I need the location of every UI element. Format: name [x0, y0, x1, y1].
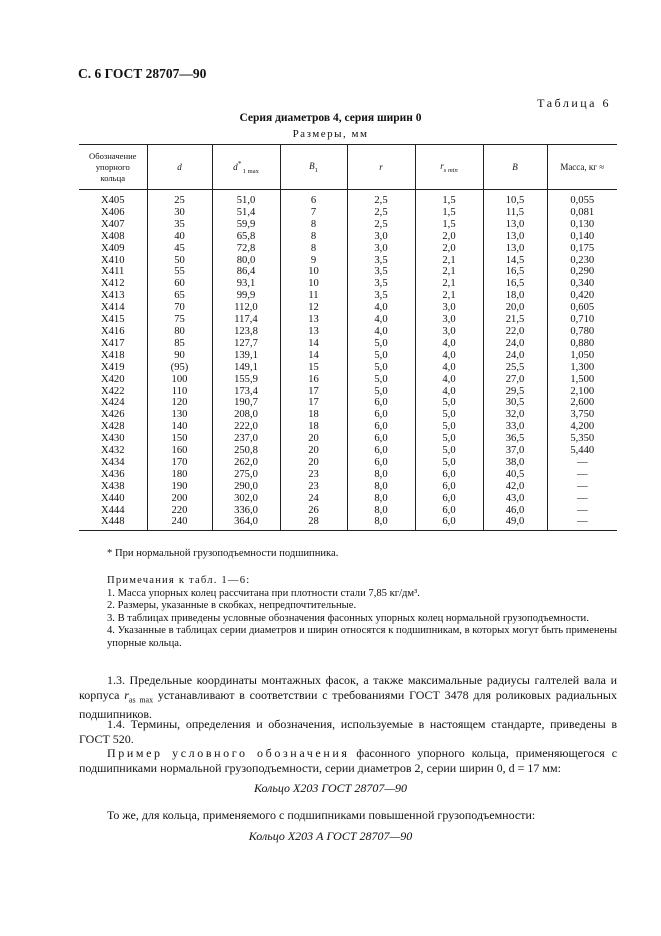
table-cell: 30,5 — [483, 397, 547, 409]
table-row — [79, 278, 617, 290]
table-cell: 51,0 — [212, 190, 280, 207]
table-cell: — — [547, 493, 617, 505]
table-cell: X418 — [100, 349, 125, 361]
same-for-text: То же, для кольца, применяемого с подшипниками повышенной грузоподъемности: — [107, 808, 536, 822]
table-cell: 3,5 — [347, 278, 415, 290]
table-cell: 90 — [147, 350, 212, 362]
table-cell: 27,0 — [483, 374, 547, 386]
table-cell: X416 — [100, 325, 125, 337]
table-cell: 0,290 — [547, 266, 617, 278]
table-cell: 173,4 — [212, 386, 280, 398]
table-cell: 4,200 — [547, 421, 617, 433]
table-cell: 36,5 — [483, 433, 547, 445]
table-cell: 2,1 — [415, 266, 483, 278]
col-header-b: B — [483, 145, 547, 190]
col-header-r: r — [347, 145, 415, 190]
table-cell: 6,0 — [347, 457, 415, 469]
table-cell: 3,5 — [347, 290, 415, 302]
table-cell: 13 — [280, 326, 347, 338]
table-cell: 180 — [147, 469, 212, 481]
table-cell: 37,0 — [483, 445, 547, 457]
table-cell: 20 — [280, 433, 347, 445]
table-cell: 8,0 — [347, 516, 415, 530]
table-cell: 18 — [280, 409, 347, 421]
table-cell: 24,0 — [483, 350, 547, 362]
table-cell: 262,0 — [212, 457, 280, 469]
table-cell: 200 — [147, 493, 212, 505]
table-cell: 4,0 — [347, 314, 415, 326]
table-cell: — — [547, 457, 617, 469]
table-cell: 6,0 — [347, 445, 415, 457]
table-cell: 17 — [280, 397, 347, 409]
table-cell: 5,0 — [347, 338, 415, 350]
table-cell: 5,440 — [547, 445, 617, 457]
table-cell: 8 — [280, 243, 347, 255]
table-cell: X410 — [100, 254, 125, 266]
table-cell: 1,500 — [547, 374, 617, 386]
table-cell: 75 — [147, 314, 212, 326]
table-cell: X422 — [100, 385, 125, 397]
table-cell: 2,1 — [415, 255, 483, 267]
table-cell: 0,230 — [547, 255, 617, 267]
table-cell: 86,4 — [212, 266, 280, 278]
table-footnote: * При нормальной грузоподъемности подшипника. — [107, 548, 339, 559]
table-cell: — — [547, 481, 617, 493]
table-cell: 4,0 — [415, 350, 483, 362]
table-cell: 190 — [147, 481, 212, 493]
table-cell: 43,0 — [483, 493, 547, 505]
table-cell: 80,0 — [212, 255, 280, 267]
table-cell: 0,605 — [547, 302, 617, 314]
table-cell: 3,0 — [347, 243, 415, 255]
table-cell: 222,0 — [212, 421, 280, 433]
table-row — [79, 421, 617, 433]
table-cell: 0,081 — [547, 207, 617, 219]
table-cell: 28 — [280, 516, 347, 530]
page-header: С. 6 ГОСТ 28707—90 — [78, 66, 207, 81]
table-cell: 302,0 — [212, 493, 280, 505]
table-row — [79, 433, 617, 445]
table-cell: 72,8 — [212, 243, 280, 255]
table-cell: 2,600 — [547, 397, 617, 409]
series-title: Серия диаметров 4, серия ширин 0 — [239, 112, 422, 124]
table-cell: 0,130 — [547, 219, 617, 231]
table-cell: 4,0 — [415, 374, 483, 386]
table-cell: 13 — [280, 314, 347, 326]
table-row — [79, 338, 617, 350]
table-cell: 29,5 — [483, 386, 547, 398]
table-cell: 15 — [280, 362, 347, 374]
table-cell: 55 — [147, 266, 212, 278]
table-cell: 127,7 — [212, 338, 280, 350]
table-cell: 16,5 — [483, 278, 547, 290]
table-cell: — — [547, 469, 617, 481]
example-paragraph — [79, 746, 617, 775]
table-cell: X409 — [100, 242, 125, 254]
table-cell: X407 — [100, 218, 125, 230]
table-cell: 14 — [280, 338, 347, 350]
table-cell: 32,0 — [483, 409, 547, 421]
table-cell: 4,0 — [415, 386, 483, 398]
table-cell: 99,9 — [212, 290, 280, 302]
table-cell: 24 — [280, 493, 347, 505]
table-cell: 80 — [147, 326, 212, 338]
table-cell: 45 — [147, 243, 212, 255]
table-row — [79, 457, 617, 469]
table-cell: 42,0 — [483, 481, 547, 493]
col-header-d1max: d* $_{1 max}$ — [212, 145, 280, 190]
table-row — [79, 386, 617, 398]
table-cell: 10 — [280, 278, 347, 290]
table-cell: 35 — [147, 219, 212, 231]
note-3: 3. В таблицах приведены условные обозначения фасонных упорных колец нормальной грузоподъемности. — [107, 612, 589, 624]
table-cell: 160 — [147, 445, 212, 457]
table-row — [79, 350, 617, 362]
table-cell: 23 — [280, 469, 347, 481]
table-cell: 20 — [280, 457, 347, 469]
table-cell: 5,350 — [547, 433, 617, 445]
table-cell: 49,0 — [483, 516, 547, 530]
table-row — [79, 493, 617, 505]
table-cell: 11 — [280, 290, 347, 302]
table-cell: X426 — [100, 409, 125, 421]
table-cell: 12 — [280, 302, 347, 314]
table-cell: — — [547, 516, 617, 530]
table-cell: X415 — [100, 314, 125, 326]
table-cell: 2,0 — [415, 243, 483, 255]
table-cell: 13,0 — [483, 231, 547, 243]
table-cell: 4,0 — [415, 338, 483, 350]
table-cell: 18,0 — [483, 290, 547, 302]
table-cell: (95) — [147, 362, 212, 374]
table-cell: 0,780 — [547, 326, 617, 338]
table-cell: 6 — [280, 190, 347, 207]
table-cell: X414 — [100, 302, 125, 314]
table-cell: X430 — [100, 433, 125, 445]
table-cell: 112,0 — [212, 302, 280, 314]
table-cell: 3,5 — [347, 255, 415, 267]
table-row — [79, 516, 617, 530]
table-cell: 13,0 — [483, 219, 547, 231]
table-cell: 3,0 — [347, 231, 415, 243]
table-cell: 2,5 — [347, 207, 415, 219]
table-cell: 0,140 — [547, 231, 617, 243]
table-cell: 5,0 — [415, 397, 483, 409]
table-cell: 6,0 — [347, 433, 415, 445]
table-row — [79, 445, 617, 457]
table-cell: 6,0 — [415, 505, 483, 517]
table-cell: X440 — [100, 492, 125, 504]
designation-1: Кольцо X203 ГОСТ 28707—90 — [253, 781, 408, 795]
table-cell: 6,0 — [347, 421, 415, 433]
paragraph-1-3: 1.3. Предельные координаты монтажных фасок, а также максимальные радиусы галтелей вала и корпуса $r_{as max}$ устанавливают в соответствии с требованиями ГОСТ 3478 для роликовых радиальных подшипников. — [79, 673, 617, 722]
table-cell: 2,0 — [415, 231, 483, 243]
table-cell: 46,0 — [483, 505, 547, 517]
table-cell: 93,1 — [212, 278, 280, 290]
table-row — [79, 314, 617, 326]
table-cell: 5,0 — [415, 457, 483, 469]
table-number: Таблица 6 — [537, 96, 611, 110]
table-row — [79, 326, 617, 338]
table-cell: 0,340 — [547, 278, 617, 290]
table-cell: 275,0 — [212, 469, 280, 481]
table-cell: 8,0 — [347, 493, 415, 505]
table-cell: 14,5 — [483, 255, 547, 267]
table-cell: 25 — [147, 190, 212, 207]
table-cell: 2,5 — [347, 190, 415, 207]
table-cell: 18 — [280, 421, 347, 433]
table-cell: 30 — [147, 207, 212, 219]
table-cell: 8,0 — [347, 505, 415, 517]
table-cell: X406 — [100, 206, 125, 218]
table-cell: 24,0 — [483, 338, 547, 350]
table-cell: X411 — [101, 266, 125, 278]
notes-block — [107, 575, 617, 650]
note-2: 2. Размеры, указанные в скобках, непредпочтительные. — [107, 600, 357, 611]
table-cell: 6,0 — [415, 516, 483, 530]
table-cell: 5,0 — [347, 350, 415, 362]
table-cell: 5,0 — [347, 386, 415, 398]
table-cell: X408 — [100, 230, 125, 242]
table-cell: X438 — [100, 480, 125, 492]
table-row — [79, 231, 617, 243]
table-cell: X434 — [100, 456, 125, 468]
table-cell: 6,0 — [415, 493, 483, 505]
table-cell: 2,100 — [547, 386, 617, 398]
table-row — [79, 207, 617, 219]
table-cell: 5,0 — [415, 421, 483, 433]
table-cell: 23 — [280, 481, 347, 493]
table-cell: 8,0 — [347, 481, 415, 493]
table-cell: 4,0 — [347, 302, 415, 314]
units-caption: Размеры, мм — [292, 128, 369, 140]
table-cell: 140 — [147, 421, 212, 433]
table-cell: 16 — [280, 374, 347, 386]
table-cell: 4,0 — [347, 326, 415, 338]
table-cell: 10 — [280, 266, 347, 278]
table-cell: 40 — [147, 231, 212, 243]
table-cell: X420 — [100, 373, 125, 385]
table-cell: X417 — [100, 337, 125, 349]
table-cell: 51,4 — [212, 207, 280, 219]
table-cell: 139,1 — [212, 350, 280, 362]
table-cell: 2,1 — [415, 278, 483, 290]
table-cell: X436 — [100, 468, 125, 480]
table-cell: 8 — [280, 219, 347, 231]
table-cell: 250,8 — [212, 445, 280, 457]
table-cell: 290,0 — [212, 481, 280, 493]
table-cell: X419 — [100, 361, 125, 373]
table-cell: 14 — [280, 350, 347, 362]
table-row — [79, 505, 617, 517]
table-cell: X432 — [100, 445, 125, 457]
table-cell: 65,8 — [212, 231, 280, 243]
table-cell: 3,0 — [415, 302, 483, 314]
col-header-d: d — [147, 145, 212, 190]
table-cell: 50 — [147, 255, 212, 267]
table-cell: 26 — [280, 505, 347, 517]
table-cell: 170 — [147, 457, 212, 469]
table-cell: 13,0 — [483, 243, 547, 255]
table-cell: X424 — [100, 397, 125, 409]
table-cell: 190,7 — [212, 397, 280, 409]
table-row — [79, 397, 617, 409]
col-header-b1: $B_1$ — [280, 145, 347, 190]
table-cell: 20 — [280, 445, 347, 457]
table-cell: X412 — [100, 278, 125, 290]
table-cell: 59,9 — [212, 219, 280, 231]
table-cell: 1,5 — [415, 190, 483, 207]
table-cell: 240 — [147, 516, 212, 530]
table-cell: 22,0 — [483, 326, 547, 338]
table-cell: X448 — [79, 516, 147, 530]
table-cell: 70 — [147, 302, 212, 314]
example-heading: Пример условного обозначения — [107, 746, 350, 760]
table-cell: X428 — [100, 421, 125, 433]
table-cell: 149,1 — [212, 362, 280, 374]
col-header-mass: Масса, кг ≈ — [547, 145, 617, 190]
table-row — [79, 290, 617, 302]
table-cell: 38,0 — [483, 457, 547, 469]
table-row — [79, 190, 617, 207]
table-cell: 3,750 — [547, 409, 617, 421]
col-header-rsmin: $r_{s min}$ — [415, 145, 483, 190]
table-row — [79, 374, 617, 386]
table-cell: 11,5 — [483, 207, 547, 219]
table-cell: 7 — [280, 207, 347, 219]
designation-2: Кольцо X203 А ГОСТ 28707—90 — [248, 829, 413, 843]
table-cell: 336,0 — [212, 505, 280, 517]
table-cell: X444 — [100, 504, 125, 516]
table-cell: 0,880 — [547, 338, 617, 350]
table-cell: 0,175 — [547, 243, 617, 255]
table-cell: 5,0 — [347, 374, 415, 386]
table-cell: 6,0 — [347, 409, 415, 421]
table-cell: 5,0 — [415, 445, 483, 457]
table-cell: 20,0 — [483, 302, 547, 314]
table-cell: 4,0 — [415, 362, 483, 374]
table-cell: 2,1 — [415, 290, 483, 302]
table-cell: 6,0 — [347, 397, 415, 409]
table-row — [79, 302, 617, 314]
table-cell: — — [547, 505, 617, 517]
table-cell: 0,420 — [547, 290, 617, 302]
table-cell: 130 — [147, 409, 212, 421]
table-cell: 21,5 — [483, 314, 547, 326]
table-cell: 117,4 — [212, 314, 280, 326]
table-cell: 85 — [147, 338, 212, 350]
table-cell: 65 — [147, 290, 212, 302]
table-row — [79, 481, 617, 493]
table-cell: X405 — [100, 195, 125, 206]
table-cell: 8 — [280, 231, 347, 243]
table-cell: 120 — [147, 397, 212, 409]
table-cell: 1,300 — [547, 362, 617, 374]
table-cell: 9 — [280, 255, 347, 267]
table-cell: 16,5 — [483, 266, 547, 278]
table-row — [79, 243, 617, 255]
table-cell: 17 — [280, 386, 347, 398]
table-header-row — [79, 145, 617, 190]
table-cell: 3,0 — [415, 326, 483, 338]
table-cell: 364,0 — [212, 516, 280, 530]
example-text: фасонного упорного кольца, применяющегося с подшипниками нормальной грузоподъемности, серии диаметров 2, серии ширин 0, d = 17 мм: — [79, 746, 618, 775]
table-cell: 3,0 — [415, 314, 483, 326]
note-4: 4. Указанные в таблицах серии диаметров и ширин относятся к подшипникам, в которых могут быть применены упорные кольца. — [107, 625, 617, 649]
table-row — [79, 362, 617, 374]
table-cell: 8,0 — [347, 469, 415, 481]
table-cell: 2,5 — [347, 219, 415, 231]
table-cell: 123,8 — [212, 326, 280, 338]
table-cell: 220 — [147, 505, 212, 517]
notes-heading: Примечания к табл. 1—6: — [107, 575, 251, 586]
table-cell: X413 — [100, 290, 125, 302]
dimensions-table — [79, 144, 617, 531]
table-cell: 155,9 — [212, 374, 280, 386]
col-header-designation: Обозначение упорного кольца — [79, 145, 147, 190]
paragraph-1-4: 1.4. Термины, определения и обозначения, используемые в настоящем стандарте, приведены в ГОСТ 520. — [79, 717, 617, 746]
table-row — [79, 266, 617, 278]
table-cell: 40,5 — [483, 469, 547, 481]
table-cell: 0,710 — [547, 314, 617, 326]
table-cell: 208,0 — [212, 409, 280, 421]
table-cell: 150 — [147, 433, 212, 445]
table-cell: 25,5 — [483, 362, 547, 374]
table-cell: 33,0 — [483, 421, 547, 433]
table-cell: 237,0 — [212, 433, 280, 445]
table-cell: 1,5 — [415, 219, 483, 231]
table-row — [79, 219, 617, 231]
table-row — [79, 409, 617, 421]
table-cell: 3,5 — [347, 266, 415, 278]
table-cell: 60 — [147, 278, 212, 290]
table-cell: 0,055 — [547, 190, 617, 207]
table-cell: 6,0 — [415, 481, 483, 493]
table-cell: 5,0 — [415, 409, 483, 421]
table-cell: 1,050 — [547, 350, 617, 362]
table-cell: 6,0 — [415, 469, 483, 481]
table-cell: 5,0 — [415, 433, 483, 445]
table-cell: 5,0 — [347, 362, 415, 374]
table-cell: 110 — [147, 386, 212, 398]
table-cell: 10,5 — [483, 190, 547, 207]
note-1: 1. Масса упорных колец рассчитана при плотности стали 7,85 кг/дм³. — [107, 587, 420, 599]
table-cell: 1,5 — [415, 207, 483, 219]
table-row — [79, 255, 617, 267]
table-row — [79, 469, 617, 481]
table-cell: 100 — [147, 374, 212, 386]
